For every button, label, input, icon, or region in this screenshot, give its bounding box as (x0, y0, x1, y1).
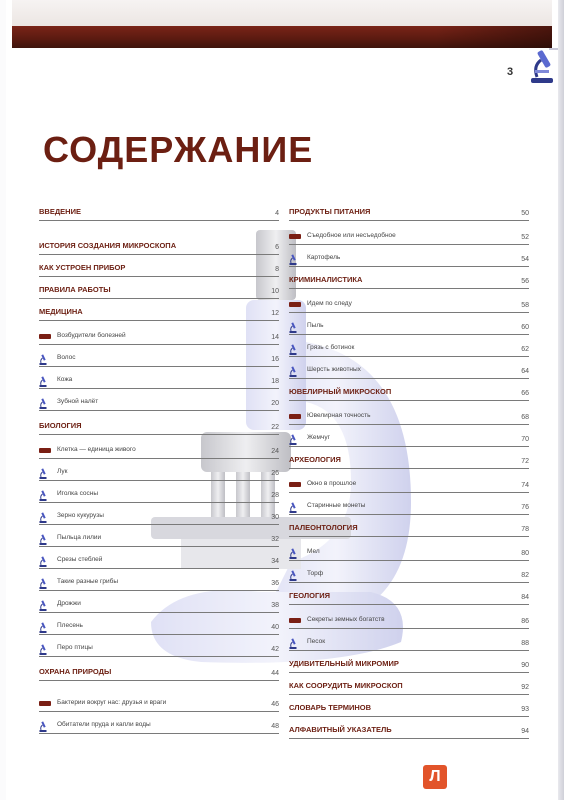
microscope-icon (39, 374, 47, 385)
toc-section-entry[interactable] (289, 583, 529, 605)
toc-entry-label: Волос (57, 354, 76, 361)
toc-entry-page: 20 (271, 400, 279, 407)
toc-entry-page: 8 (275, 266, 279, 273)
toc-entry-label: ГЕОЛОГИЯ (289, 591, 331, 600)
toc-entry-label: МЕДИЦИНА (39, 307, 83, 316)
toc-entry-page: 22 (271, 424, 279, 431)
toc-entry-page: 84 (521, 594, 529, 601)
toc-subsection-entry[interactable] (289, 629, 529, 651)
toc-entry-page: 90 (521, 662, 529, 669)
toc-entry-label: Песок (307, 638, 326, 645)
header-bar-accent (436, 26, 552, 48)
microscope-icon (289, 636, 297, 647)
toc-entry-page: 40 (271, 624, 279, 631)
page-title: СОДЕРЖАНИЕ (43, 129, 314, 170)
toc-entry-label: Клетка — единица живого (57, 446, 136, 453)
toc-entry-page: 86 (521, 618, 529, 625)
toc-section-entry[interactable] (289, 651, 529, 673)
toc-entry-page: 26 (271, 470, 279, 477)
toc-subsection-entry[interactable] (289, 493, 529, 515)
toc-subsection-entry[interactable] (289, 469, 529, 493)
toc-entry-page: 58 (521, 302, 529, 309)
toc-entry-page: 30 (271, 514, 279, 521)
toc-subsection-entry[interactable] (289, 561, 529, 583)
toc-entry-page: 74 (521, 482, 529, 489)
toc-entry-label: Мел (307, 548, 320, 555)
toc-entry-page: 76 (521, 504, 529, 511)
toc-entry-label: Зубной налёт (57, 398, 99, 405)
toc-subsection-entry[interactable] (39, 459, 279, 481)
toc-subsection-entry[interactable] (289, 357, 529, 379)
toc-entry-page: 6 (275, 244, 279, 251)
toc-entry-label: Такие разные грибы (57, 578, 119, 585)
toc-section-entry[interactable] (39, 299, 279, 321)
toc-section-entry[interactable] (289, 673, 529, 695)
toc-subsection-entry[interactable] (39, 367, 279, 389)
microscope-icon (39, 510, 47, 521)
toc-subsection-entry[interactable] (39, 681, 279, 712)
toc-subsection-entry[interactable] (289, 401, 529, 425)
toc-subsection-entry[interactable] (39, 712, 279, 734)
toc-section-entry[interactable] (39, 255, 279, 277)
toc-entry-page: 92 (521, 684, 529, 691)
toc-entry-label: ЮВЕЛИРНЫЙ МИКРОСКОП (289, 387, 392, 396)
microscope-icon (39, 554, 47, 565)
toc-entry-page: 62 (521, 346, 529, 353)
microscope-icon (289, 342, 297, 353)
toc-section-entry[interactable] (289, 379, 529, 401)
toc-section-entry[interactable] (289, 515, 529, 537)
microscope-icon (39, 466, 47, 477)
header-band (12, 0, 552, 26)
toc-section-entry[interactable] (39, 657, 279, 681)
toc-section-entry[interactable] (39, 277, 279, 299)
toc-entry-page: 14 (271, 334, 279, 341)
toc-subsection-entry[interactable] (289, 245, 529, 267)
toc-entry-label: Пыльца лилии (57, 534, 102, 541)
toc-entry-label: АРХЕОЛОГИЯ (289, 455, 341, 464)
toc-entry-page: 28 (271, 492, 279, 499)
toc-entry-page: 70 (521, 436, 529, 443)
toc-entry-page: 54 (521, 256, 529, 263)
microscope-icon (39, 620, 47, 631)
section-marker-icon (289, 302, 301, 307)
toc-entry-label: Лук (57, 468, 68, 475)
toc-entry-label: Бактерии вокруг нас: друзья и враги (57, 699, 167, 706)
microscope-icon (39, 488, 47, 499)
toc-entry-label: ОХРАНА ПРИРОДЫ (39, 667, 112, 676)
toc-entry-label: Старинные монеты (307, 502, 366, 509)
toc-subsection-entry[interactable] (289, 313, 529, 335)
microscope-icon (289, 320, 297, 331)
toc-entry-page: 52 (521, 234, 529, 241)
microscope-icon (289, 546, 297, 557)
page-edge (558, 0, 564, 800)
toc-entry-label: ПРОДУКТЫ ПИТАНИЯ (289, 207, 371, 216)
toc-entry-page: 66 (521, 390, 529, 397)
toc-entry-label: Перо птицы (57, 644, 93, 651)
toc-entry-label: СЛОВАРЬ ТЕРМИНОВ (289, 703, 372, 712)
toc-entry-page: 60 (521, 324, 529, 331)
section-marker-icon (39, 334, 51, 339)
toc-entry-label: Грязь с ботинок (307, 344, 355, 351)
toc-subsection-entry[interactable] (39, 481, 279, 503)
toc-section-entry[interactable] (39, 411, 279, 435)
microscope-icon (289, 432, 297, 443)
toc-right-column (289, 207, 529, 739)
toc-entry-page: 64 (521, 368, 529, 375)
toc-section-entry[interactable] (289, 695, 529, 717)
toc-entry-page: 46 (271, 701, 279, 708)
toc-section-entry[interactable] (39, 221, 279, 255)
page-number: 3 (507, 66, 514, 78)
toc-entry-label: Зерно кукурузы (57, 512, 104, 519)
microscope-icon (289, 500, 297, 511)
toc-subsection-entry[interactable] (39, 525, 279, 547)
toc-section-entry[interactable] (289, 207, 529, 221)
toc-left-column (39, 207, 279, 734)
page (6, 0, 562, 800)
toc-entry-label: Дрожжи (57, 600, 81, 607)
toc-entry-label: КАК СООРУДИТЬ МИКРОСКОП (289, 681, 403, 690)
toc-subsection-entry[interactable] (289, 537, 529, 561)
toc-entry-page: 82 (521, 572, 529, 579)
toc-subsection-entry[interactable] (39, 389, 279, 411)
toc-entry-label: Срезы стеблей (57, 556, 103, 563)
toc-entry-label: Шерсть животных (307, 366, 361, 373)
toc-entry-page: 36 (271, 580, 279, 587)
microscope-icon (39, 352, 47, 363)
toc-subsection-entry[interactable] (289, 335, 529, 357)
toc-entry-page: 93 (521, 706, 529, 713)
toc-entry-page: 32 (271, 536, 279, 543)
toc-subsection-entry[interactable] (39, 547, 279, 569)
toc-entry-page: 48 (271, 723, 279, 730)
toc-entry-label: Секреты земных богатств (307, 616, 385, 623)
toc-subsection-entry[interactable] (289, 289, 529, 313)
toc-entry-page: 44 (271, 670, 279, 677)
corner-microscope-icon (523, 46, 562, 90)
toc-section-entry[interactable] (289, 717, 529, 739)
toc-entry-page: 72 (521, 458, 529, 465)
toc-entry-label: БИОЛОГИЯ (39, 421, 82, 430)
toc-entry-label: Съедобное или несъедобное (307, 232, 396, 239)
toc-subsection-entry[interactable] (39, 435, 279, 459)
toc-subsection-entry[interactable] (39, 635, 279, 657)
toc-entry-label: Плесень (57, 622, 83, 629)
toc-entry-label: УДИВИТЕЛЬНЫЙ МИКРОМИР (289, 659, 399, 668)
toc-entry-page: 42 (271, 646, 279, 653)
toc-entry-label: Картофель (307, 254, 341, 261)
toc-entry-label: Жемчуг (307, 434, 331, 441)
toc-subsection-entry[interactable] (289, 221, 529, 245)
toc-entry-label: КАК УСТРОЕН ПРИБОР (39, 263, 126, 272)
section-marker-icon (39, 701, 51, 706)
toc-subsection-entry[interactable] (39, 503, 279, 525)
toc-subsection-entry[interactable] (289, 605, 529, 629)
toc-entry-page: 50 (521, 210, 529, 217)
toc-entry-page: 80 (521, 550, 529, 557)
toc-entry-label: ПРАВИЛА РАБОТЫ (39, 285, 111, 294)
toc-entry-label: ИСТОРИЯ СОЗДАНИЯ МИКРОСКОПА (39, 241, 177, 250)
toc-entry-page: 56 (521, 278, 529, 285)
microscope-icon (289, 568, 297, 579)
toc-subsection-entry[interactable] (39, 345, 279, 367)
toc-entry-page: 38 (271, 602, 279, 609)
toc-section-entry[interactable] (39, 207, 279, 221)
toc-subsection-entry[interactable] (39, 569, 279, 591)
toc-entry-page: 24 (271, 448, 279, 455)
section-marker-icon (289, 414, 301, 419)
microscope-icon (39, 598, 47, 609)
toc-entry-page: 68 (521, 414, 529, 421)
toc-entry-page: 4 (275, 210, 279, 217)
toc-entry-label: Торф (307, 570, 324, 577)
toc-entry-label: Идем по следу (307, 300, 352, 307)
toc-entry-label: Возбудители болезней (57, 332, 126, 339)
toc-subsection-entry[interactable] (39, 321, 279, 345)
microscope-icon (39, 396, 47, 407)
microscope-icon (289, 252, 297, 263)
toc-entry-label: Кожа (57, 376, 73, 383)
toc-section-entry[interactable] (289, 267, 529, 289)
toc-entry-label: КРИМИНАЛИСТИКА (289, 275, 363, 284)
toc-entry-page: 18 (271, 378, 279, 385)
toc-entry-page: 78 (521, 526, 529, 533)
litres-logo: Л (423, 765, 447, 789)
section-marker-icon (289, 234, 301, 239)
toc-entry-label: Обитатели пруда и капли воды (57, 721, 151, 728)
microscope-icon (289, 364, 297, 375)
toc-entry-label: Окно в прошлое (307, 480, 357, 487)
toc-section-entry[interactable] (289, 447, 529, 469)
toc-entry-label: Иголка сосны (57, 490, 99, 497)
toc-entry-page: 94 (521, 728, 529, 735)
toc-entry-page: 88 (521, 640, 529, 647)
toc-entry-label: Пыль (307, 322, 324, 329)
toc-entry-page: 12 (271, 310, 279, 317)
section-marker-icon (39, 448, 51, 453)
toc-entry-label: ПАЛЕОНТОЛОГИЯ (289, 523, 358, 532)
toc-entry-page: 10 (271, 288, 279, 295)
toc-entry-label: АЛФАВИТНЫЙ УКАЗАТЕЛЬ (289, 725, 392, 734)
section-marker-icon (289, 618, 301, 623)
toc-entry-page: 34 (271, 558, 279, 565)
toc-entry-page: 16 (271, 356, 279, 363)
microscope-icon (39, 642, 47, 653)
microscope-icon (39, 719, 47, 730)
toc-subsection-entry[interactable] (289, 425, 529, 447)
microscope-icon (39, 576, 47, 587)
toc-subsection-entry[interactable] (39, 613, 279, 635)
section-marker-icon (289, 482, 301, 487)
toc-entry-label: ВВЕДЕНИЕ (39, 207, 81, 216)
toc-entry-label: Ювелирная точность (307, 412, 371, 419)
toc-subsection-entry[interactable] (39, 591, 279, 613)
microscope-icon (39, 532, 47, 543)
